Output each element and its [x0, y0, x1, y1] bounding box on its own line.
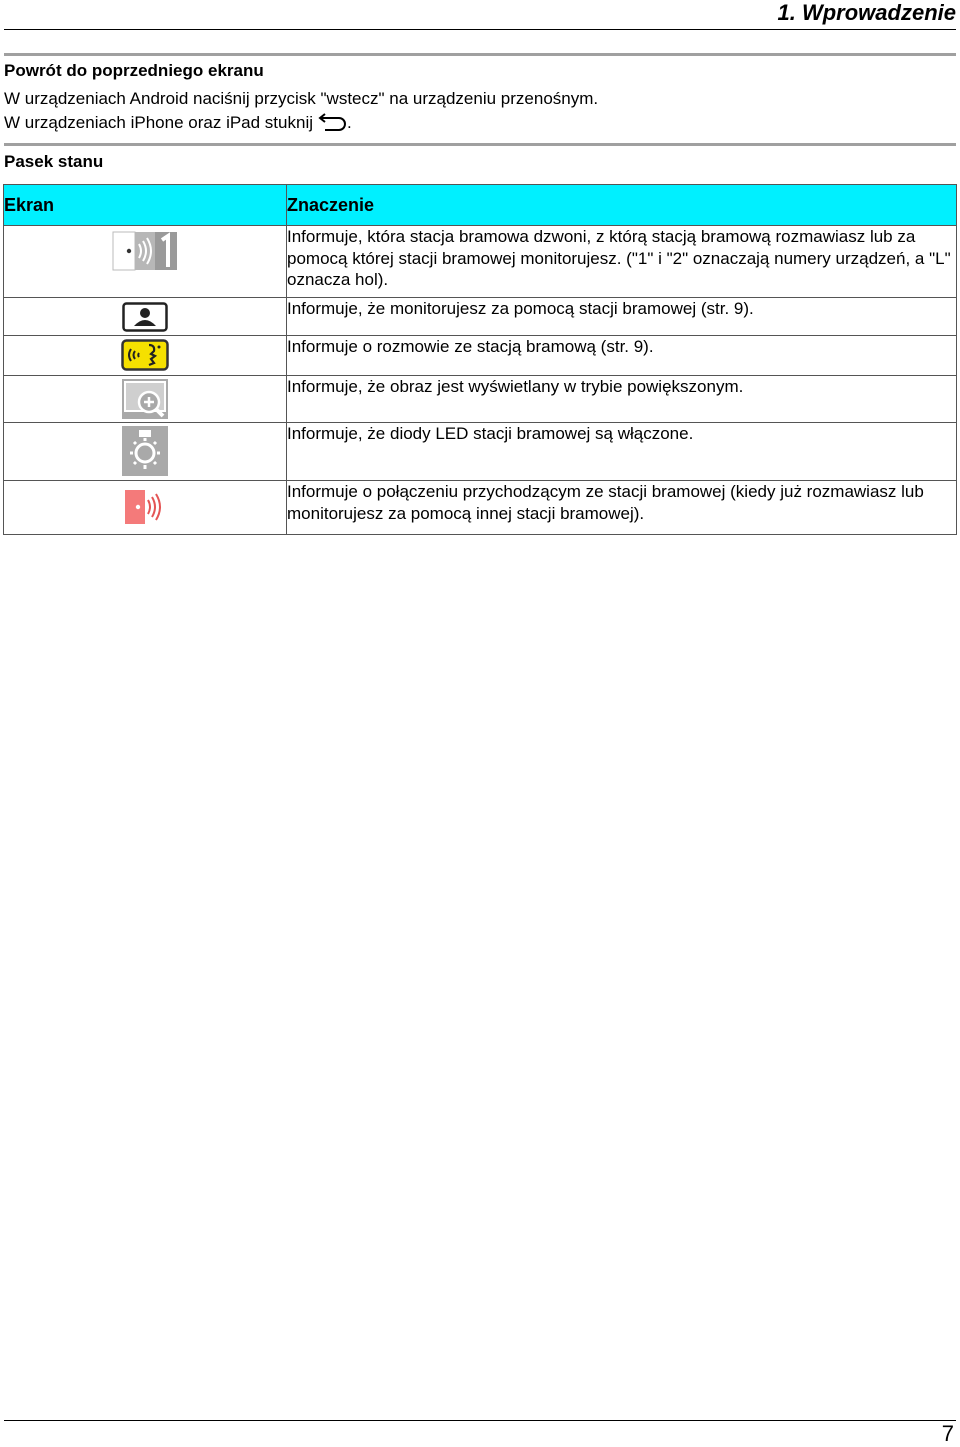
- incoming-call-icon: [123, 488, 167, 526]
- back-ios-text: [4, 113, 352, 136]
- table-header-row: [4, 185, 957, 226]
- footer-rule: [4, 1420, 956, 1421]
- chapter-title: 1. Wprowadzenie: [777, 0, 956, 25]
- table-row: [4, 423, 957, 481]
- back-arrow-icon: [317, 113, 347, 136]
- doorbell-station-1-icon: [112, 231, 178, 271]
- page-number: 7: [941, 1421, 954, 1446]
- monitoring-person-icon: [122, 302, 168, 332]
- status-section-heading: Pasek stanu: [4, 152, 104, 171]
- meaning-text: Informuje, że diody LED stacji bramowej są włączone.: [287, 423, 957, 481]
- status-bar-table: [3, 184, 957, 535]
- back-ios-text-label: W urządzeniach iPhone oraz iPad stuknij: [4, 113, 313, 132]
- meaning-text: Informuje, która stacja bramowa dzwoni, z którą stacją bramową rozmawiasz lub za pomocą której stacji bramowej monitorujesz. ("1" i "2" oznaczają numery urządzeń, a "L" oznacza hol).: [287, 226, 957, 298]
- column-header-meaning: Znaczenie: [287, 185, 957, 226]
- table-row: [4, 226, 957, 298]
- table-row: [4, 376, 957, 423]
- table-row: [4, 336, 957, 376]
- header-rule: [4, 29, 956, 30]
- column-header-screen: Ekran: [4, 185, 287, 226]
- back-android-text: W urządzeniach Android naciśnij przycisk "wstecz" na urządzeniu przenośnym.: [4, 89, 599, 108]
- meaning-text: Informuje, że monitorujesz za pomocą stacji bramowej (str. 9).: [287, 298, 957, 336]
- meaning-text: Informuje o połączeniu przychodzącym ze stacji bramowej (kiedy już rozmawiasz lub monitorujesz za pomocą innej stacji bramowej).: [287, 481, 957, 535]
- meaning-text: Informuje o rozmowie ze stacją bramową (str. 9).: [287, 336, 957, 376]
- meaning-text: Informuje, że obraz jest wyświetlany w trybie powiększonym.: [287, 376, 957, 423]
- led-light-icon: [122, 426, 168, 476]
- talking-icon: [121, 339, 169, 371]
- zoom-icon: [122, 379, 168, 419]
- table-row: [4, 298, 957, 336]
- table-row: [4, 481, 957, 535]
- section-divider: [4, 143, 956, 146]
- back-section-heading: Powrót do poprzedniego ekranu: [4, 61, 264, 80]
- section-divider: [4, 53, 956, 56]
- back-ios-text-period: .: [347, 113, 352, 132]
